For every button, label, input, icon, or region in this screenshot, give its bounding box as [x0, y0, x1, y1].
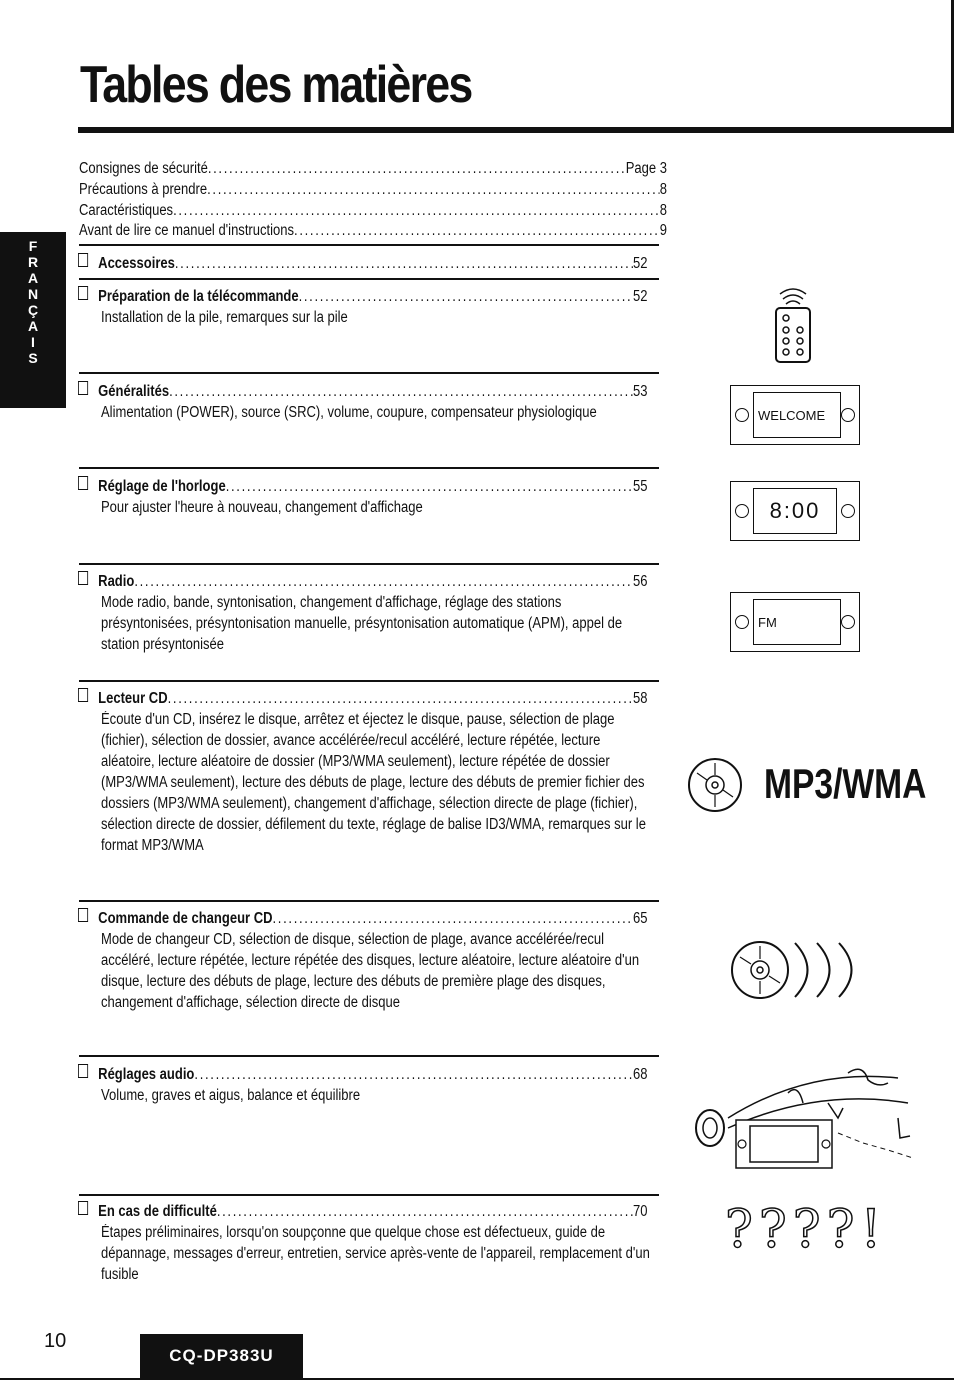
knob-icon — [841, 615, 855, 629]
section-reglages-audio[interactable]: Réglages audio ..... 68 — [78, 1064, 648, 1086]
title-rule — [78, 127, 954, 133]
clock-display — [730, 481, 860, 541]
preface-entry[interactable]: Caractéristiques ..... 8 — [79, 201, 667, 221]
knob-icon — [735, 504, 749, 518]
checkbox-icon — [78, 688, 88, 702]
knob-icon — [841, 504, 855, 518]
side-tab-letter: A — [27, 270, 39, 286]
remote-control-icon — [768, 280, 818, 366]
mp3-wma-logo: MP3/WMA — [764, 760, 927, 807]
display-screen: FM — [753, 599, 841, 645]
checkbox-icon — [78, 476, 88, 490]
language-side-tab — [0, 232, 66, 408]
model-label: CQ-DP383U — [140, 1334, 303, 1378]
fm-display — [730, 592, 860, 652]
section-description: Volume, graves et aigus, balance et équilibre — [101, 1087, 361, 1104]
checkbox-icon — [78, 908, 88, 922]
checkbox-icon — [78, 253, 88, 267]
section-divider — [79, 563, 659, 565]
cd-changer-icon — [725, 935, 885, 1005]
bottom-rule — [0, 1378, 954, 1380]
section-divider — [79, 244, 659, 246]
page-number: 10 — [44, 1330, 67, 1352]
checkbox-icon — [78, 286, 88, 300]
side-tab-letter: I — [31, 334, 35, 350]
section-preparation-telecommande[interactable]: Préparation de la télécommande ..... 52 — [78, 286, 648, 308]
side-tab-letter: R — [27, 254, 39, 270]
section-description: Installation de la pile, remarques sur la pile — [101, 309, 348, 326]
section-reglage-horloge[interactable]: Réglage de l'horloge ..... 55 — [78, 476, 648, 498]
side-tab-letter: N — [27, 286, 39, 302]
section-divider — [79, 900, 659, 902]
section-description: Pour ajuster l'heure à nouveau, changement d'affichage — [101, 499, 423, 516]
section-description: Mode radio, bande, syntonisation, changement d'affichage, réglage des stations présyntonisées, présyntonisation manuelle, présyntonisation automatique (APM), appel de station présyntonisée — [101, 594, 623, 653]
section-divider — [79, 467, 659, 469]
checkbox-icon — [78, 1064, 88, 1078]
section-divider — [79, 1194, 659, 1196]
knob-icon — [735, 408, 749, 422]
display-screen: WELCOME — [753, 392, 841, 438]
section-accessoires[interactable]: Accessoires ..... 52 — [78, 253, 648, 275]
welcome-display — [730, 385, 860, 445]
cd-disc-icon — [685, 755, 745, 815]
section-description: Écoute d'un CD, insérez le disque, arrêtez et éjectez le disque, pause, sélection de plage (fichier), sélection de dossier, avance accélérée/recul accéléré, lecture répétée, lecture aléatoire, lecture aléatoire de dossier (MP3/WMA seulement), lecture répétée de dossier (MP3/WMA seulement), lecture des débuts de plage, lecture des débuts de premier fichier des dossiers (MP3/WMA seulement), changement d'affichage, sélection directe de plage (fichier), sélection directe de dossier, défilement du texte, réglage de balise ID3/WMA, remarques sur le format MP3/WMA — [101, 711, 646, 854]
checkbox-icon — [78, 1201, 88, 1215]
preface-entry[interactable]: Avant de lire ce manuel d'instructions ..... 9 — [79, 221, 667, 241]
side-tab-letter: A — [27, 318, 39, 334]
side-tab-letter: Ç — [27, 302, 39, 318]
section-lecteur-cd[interactable]: Lecteur CD ..... 58 — [78, 688, 648, 710]
preface-entry[interactable]: Précautions à prendre ..... 8 — [79, 180, 667, 200]
section-changeur-cd[interactable]: Commande de changeur CD ..... 65 — [78, 908, 648, 930]
display-screen: 8:00 — [753, 488, 837, 534]
page-title: Tables des matières — [80, 56, 472, 114]
section-divider — [79, 1055, 659, 1057]
section-divider — [79, 278, 659, 280]
section-en-cas-difficulte[interactable]: En cas de difficulté ..... 70 — [78, 1201, 648, 1223]
section-description: Mode de changeur CD, sélection de disque, sélection de plage, avance accélérée/recul accéléré, lecture répétée, lecture répétée des disques, lecture aléatoire, lecture aléatoire d'un disque, lecture des débuts de plage, lecture des débuts de première plage des disques, changement d'affichage, sélection directe de disque — [101, 931, 640, 1011]
section-radio[interactable]: Radio ..... 56 — [78, 571, 648, 593]
checkbox-icon — [78, 571, 88, 585]
audio-settings-icon — [688, 1058, 918, 1173]
question-marks-icon: ????! — [725, 1200, 888, 1260]
side-tab-letter: F — [28, 238, 38, 254]
section-description: Alimentation (POWER), source (SRC), volume, coupure, compensateur physiologique — [101, 404, 597, 421]
knob-icon — [841, 408, 855, 422]
section-generalites[interactable]: Généralités ..... 53 — [78, 381, 648, 403]
checkbox-icon — [78, 381, 88, 395]
section-divider — [79, 372, 659, 374]
knob-icon — [735, 615, 749, 629]
preface-entry[interactable]: Consignes de sécurité ..... Page 3 — [79, 159, 667, 179]
section-divider — [79, 680, 659, 682]
side-tab-letter: S — [28, 350, 38, 366]
section-description: Étapes préliminaires, lorsqu'on soupçonne que quelque chose est défectueux, guide de dépannage, messages d'erreur, entretien, service après-vente de l'appareil, remplacement d'un fusible — [101, 1224, 650, 1283]
